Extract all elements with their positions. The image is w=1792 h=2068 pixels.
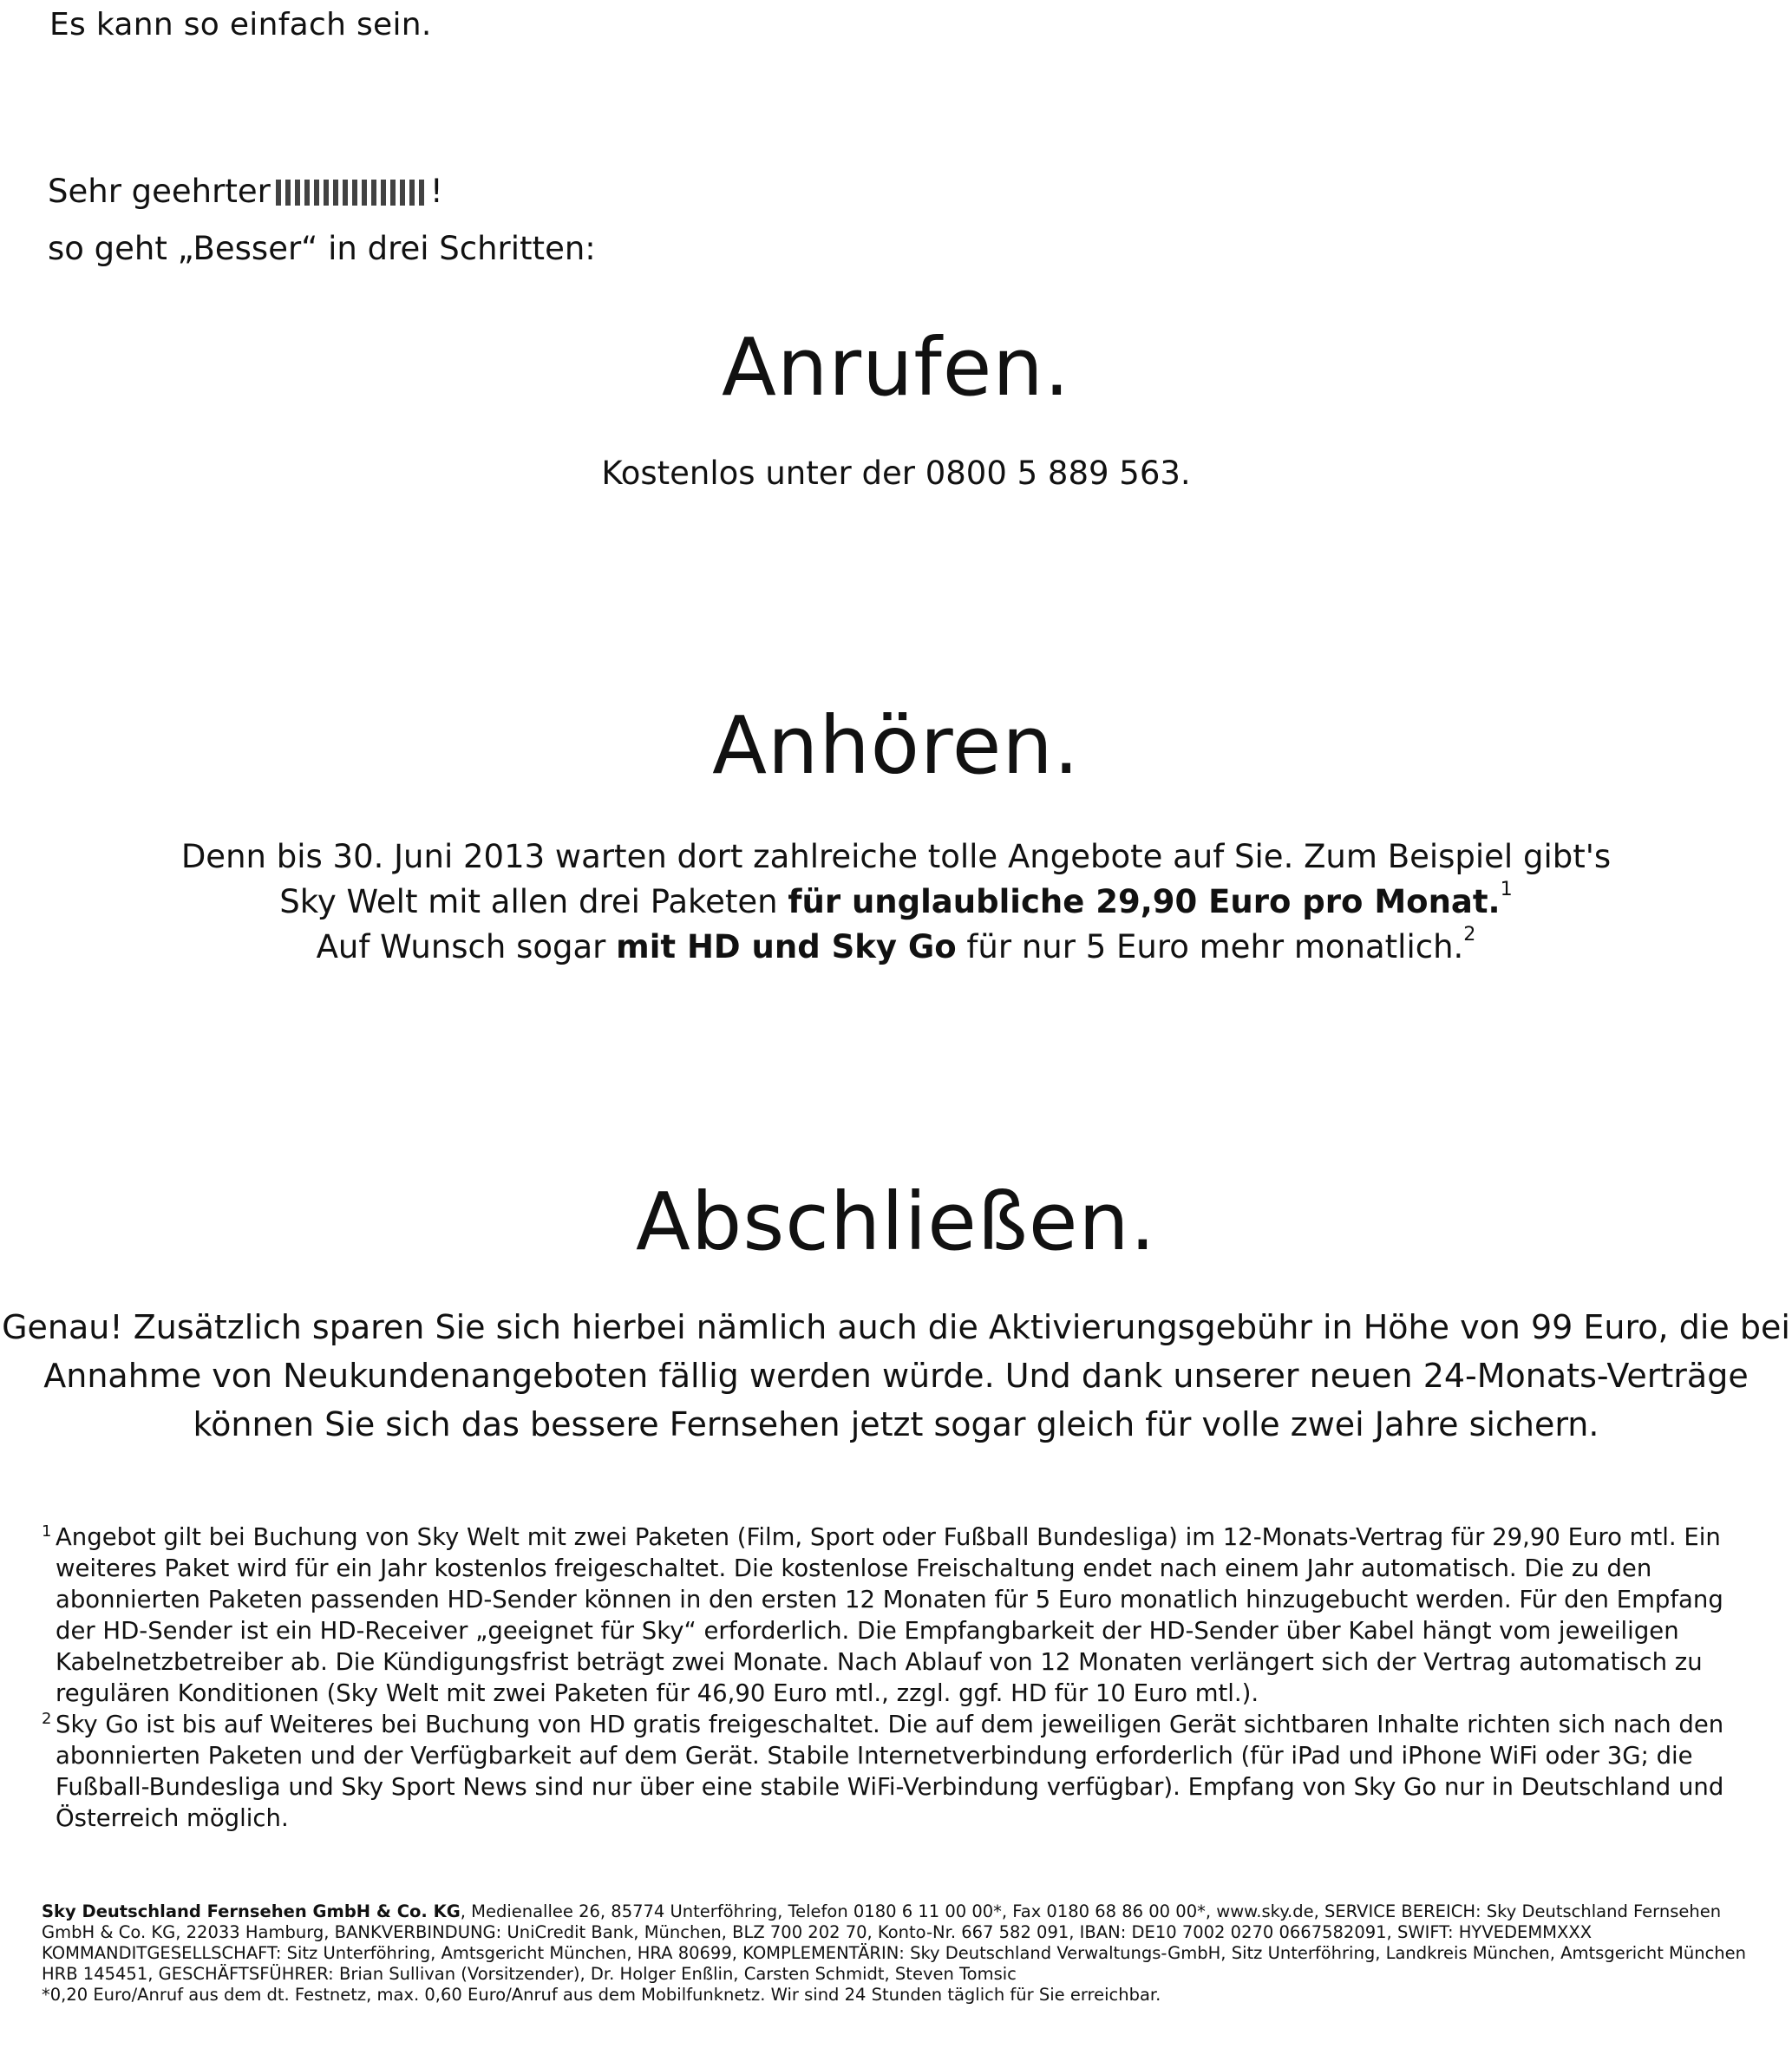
- closing-line-1: Genau! Zusätzlich sparen Sie sich hierbei nämlich auch die Aktivierungsgebühr in Höhe von 99 Euro, die bei: [2, 1308, 1790, 1346]
- footnote-ref-1: 1: [1500, 878, 1513, 901]
- step-title-anrufen: Anrufen.: [722, 321, 1070, 414]
- salutation: [48, 163, 596, 278]
- offer-line-3-suffix: für nur 5 Euro mehr monatlich.: [956, 928, 1464, 965]
- footnote-1-text: Angebot gilt bei Buchung von Sky Welt mit zwei Paketen (Film, Sport oder Fußball Bundesliga) im 12-Monats-Vertrag für 29,90 Euro mtl. Ein weiteres Paket wird für ein Jahr kostenlos freigeschaltet. Die kostenlose Freischaltung endet nach einem Jahr automatisch. Die zu den abonnierten Paketen passenden HD-Sender können in den ersten 12 Monaten für 5 Euro monatlich hinzugebucht werden. Für den Empfang der HD-Sender ist ein HD-Receiver „geeignet für Sky“ erforderlich. Die Empfangbarkeit der HD-Sender über Kabel hängt vom jeweiligen Kabelnetzbetreiber ab. Die Kündigungsfrist beträgt zwei Monate. Nach Ablauf von 12 Monaten verlängert sich der Vertrag automatisch zu regulären Konditionen (Sky Welt mit zwei Paketen für 46,90 Euro mtl., zzgl. ggf. HD für 10 Euro mtl.).: [56, 1523, 1723, 1707]
- step-text-anrufen: Kostenlos unter der 0800 5 889 563.: [601, 455, 1191, 492]
- offer-hd-skygo: mit HD und Sky Go: [616, 928, 957, 965]
- offer-line-2-prefix: Sky Welt mit allen drei Paketen: [279, 883, 788, 920]
- footnote-2-text: Sky Go ist bis auf Weiteres bei Buchung von HD gratis freigeschaltet. Die auf dem jeweiligen Gerät sichtbaren Inhalte richten sich nach den abonnierten Paketen und der Verfügbarkeit auf dem Gerät. Stabile Internetverbindung erforderlich (für iPad und iPhone WiFi oder 3G; die Fußball-Bundesliga und Sky Sport News sind nur über eine stabile WiFi-Verbindung verfügbar). Empfang von Sky Go nur in Deutschland und Österreich möglich.: [56, 1711, 1724, 1832]
- footnote-ref-2: 2: [1463, 923, 1476, 946]
- step-text-abschliessen: [0, 1303, 1792, 1449]
- tagline: Es kann so einfach sein.: [49, 7, 432, 43]
- imprint-text: , Medienallee 26, 85774 Unterföhring, Telefon 0180 6 11 00 00*, Fax 0180 68 86 00 00*, www.sky.de, SERVICE BEREICH: Sky Deutschland Fernsehen GmbH & Co. KG, 22033 Hamburg, BANKVERBINDUNG: UniCredit Bank, München, BLZ 700 202 70, Konto-Nr. 667 582 091, IBAN: DE10 7002 0270 0667582091, SWIFT: HYVEDEMMXXX KOMMANDITGESELLSCHAFT: Sitz Unterföhring, Amtsgericht München, HRA 80699, KOMPLEMENTÄRIN: Sky Deutschland Verwaltungs-GmbH, Sitz Unterföhring, Landkreis München, Amtsgericht München HRB 145451, GESCHÄFTSFÜHRER: Brian Sullivan (Vorsitzender), Dr. Holger Enßlin, Carsten Schmidt, Steven Tomsic: [42, 1901, 1747, 1984]
- imprint: [42, 1901, 1768, 2006]
- footnotes: [42, 1522, 1763, 1834]
- closing-line-3: können Sie sich das bessere Fernsehen jetzt sogar gleich für volle zwei Jahre sichern.: [193, 1405, 1599, 1443]
- offer-line-1: Denn bis 30. Juni 2013 warten dort zahlreiche tolle Angebote auf Sie. Zum Beispiel gibt's: [180, 838, 1612, 875]
- greeting-line: [48, 163, 596, 220]
- step-text-anhoeren: [0, 834, 1792, 970]
- greeting-suffix: !: [429, 173, 443, 210]
- company-name: Sky Deutschland Fernsehen GmbH & Co. KG: [42, 1901, 461, 1921]
- call-rates: *0,20 Euro/Anruf aus dem dt. Festnetz, max. 0,60 Euro/Anruf aus dem Mobilfunknetz. Wir sind 24 Stunden täglich für Sie erreichbar.: [42, 1985, 1161, 2005]
- step-title-abschliessen: Abschließen.: [636, 1175, 1156, 1268]
- offer-line-2: [0, 880, 1792, 925]
- footnote-1-mark: 1: [42, 1522, 52, 1541]
- greeting-prefix: Sehr geehrter: [48, 173, 271, 210]
- footnote-1: [42, 1522, 1763, 1709]
- offer-price: für unglaubliche 29,90 Euro pro Monat.: [788, 883, 1501, 920]
- footnote-2-mark: 2: [42, 1710, 52, 1728]
- step-title-anhoeren: Anhören.: [712, 699, 1080, 792]
- intro-line: so geht „Besser“ in drei Schritten:: [48, 230, 596, 267]
- offer-line-3-prefix: Auf Wunsch sogar: [316, 928, 617, 965]
- closing-line-2: Annahme von Neukundenangeboten fällig werden würde. Und dank unserer neuen 24-Monats-Verträge: [43, 1357, 1749, 1395]
- imprint-body: [42, 1901, 1768, 1985]
- offer-line-3: [0, 925, 1792, 970]
- redacted-name: [276, 180, 425, 206]
- footnote-2: [42, 1709, 1763, 1834]
